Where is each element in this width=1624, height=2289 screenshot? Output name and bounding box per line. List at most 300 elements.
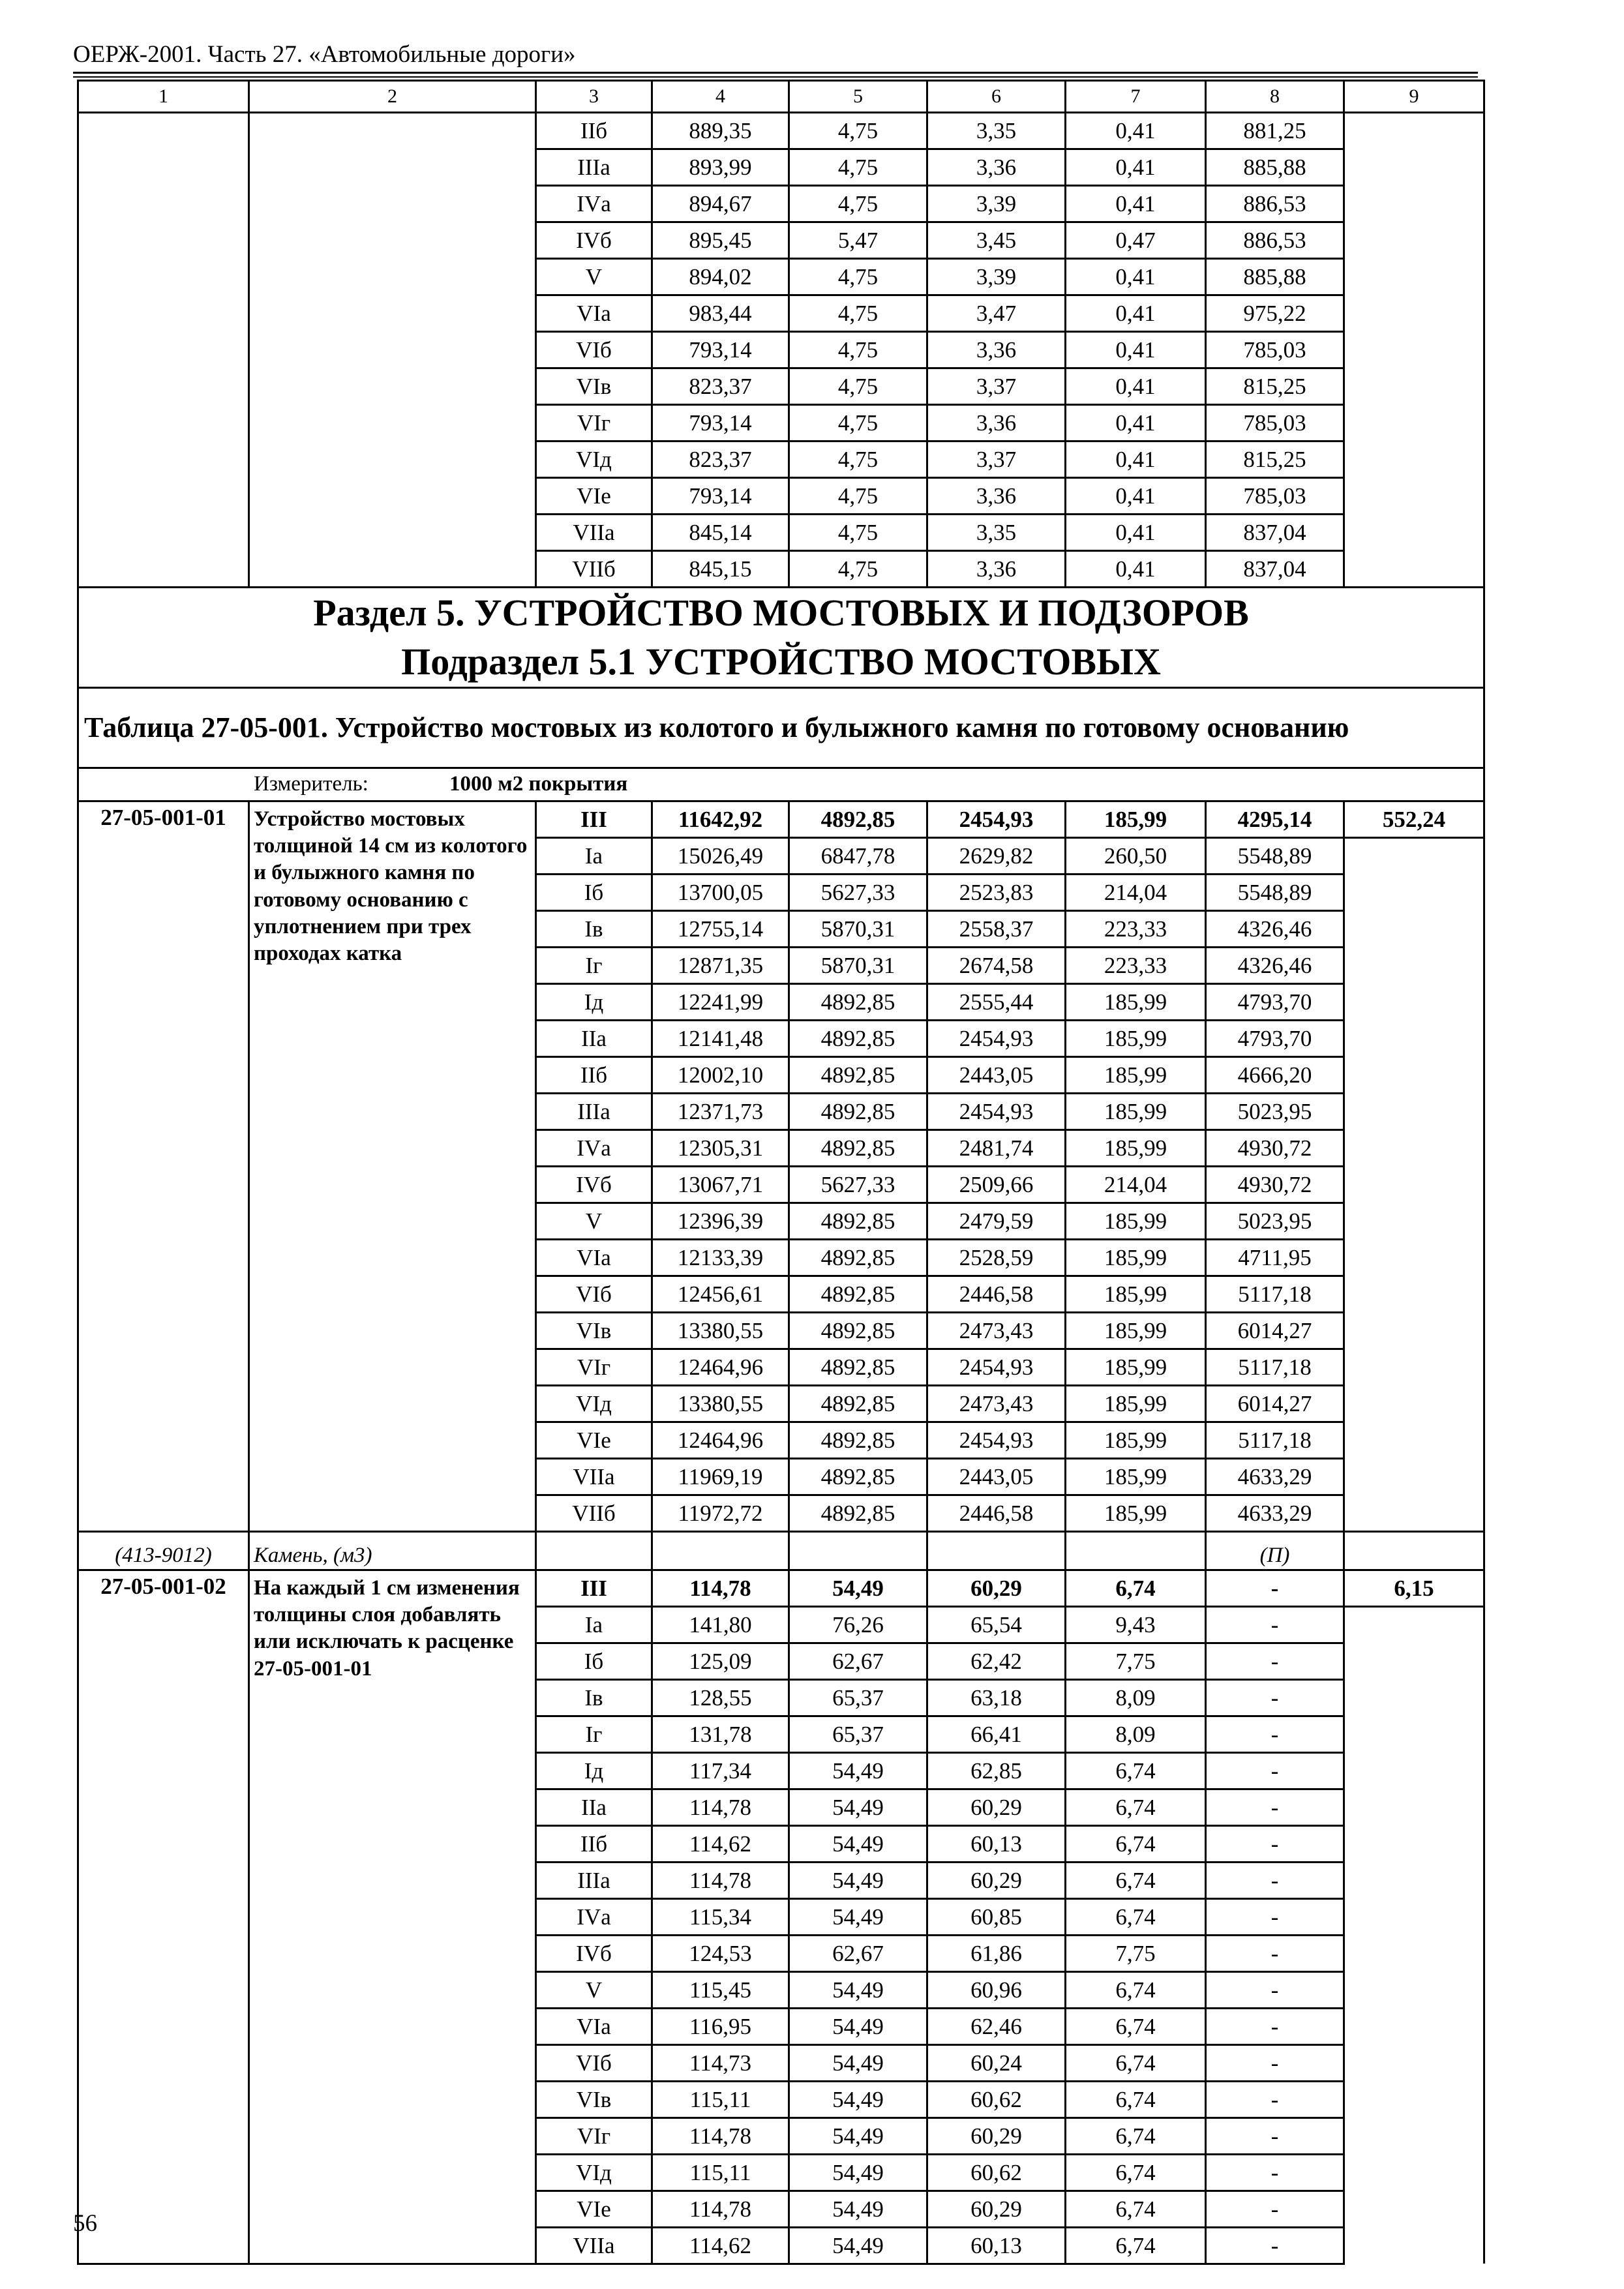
value-cell: 4633,29 — [1206, 1458, 1344, 1495]
zone-cell: VIIа — [536, 2227, 652, 2264]
value-cell: 60,13 — [927, 1825, 1066, 1862]
value-cell: 3,47 — [927, 295, 1066, 332]
value-cell: 6014,27 — [1206, 1312, 1344, 1349]
section-heading-row — [78, 588, 1484, 688]
extra-value: 552,24 — [1344, 801, 1484, 837]
column-number: 9 — [1344, 81, 1484, 113]
value-cell: 3,36 — [927, 551, 1066, 588]
value-cell: 12141,48 — [652, 1020, 789, 1056]
table-title-row — [78, 687, 1484, 768]
value-cell: 4892,85 — [789, 1093, 927, 1130]
value-cell: 128,55 — [652, 1679, 789, 1716]
value-cell: - — [1206, 1606, 1344, 1643]
zone-cell: Iб — [536, 874, 652, 910]
extra-cell-empty — [1344, 1458, 1484, 1495]
value-cell: 4,75 — [789, 295, 927, 332]
value-cell: 76,26 — [789, 1606, 927, 1643]
material-empty-cell — [652, 1531, 789, 1570]
value-cell: 6,74 — [1066, 2191, 1206, 2227]
value-cell: 0,41 — [1066, 441, 1206, 478]
zone-cell: VIIа — [536, 515, 652, 551]
zone-cell: VIд — [536, 2154, 652, 2191]
zone-cell: VIг — [536, 1349, 652, 1385]
extra-cell-empty — [1344, 1825, 1484, 1862]
value-cell: 11969,19 — [652, 1458, 789, 1495]
price-table-body — [78, 81, 1484, 2264]
header-rule — [73, 72, 1478, 74]
extra-cell-empty — [1344, 1422, 1484, 1458]
value-cell: 185,99 — [1066, 1422, 1206, 1458]
value-cell: 3,39 — [927, 259, 1066, 295]
value-cell: 6,74 — [1066, 2044, 1206, 2081]
value-cell: 4892,85 — [789, 1056, 927, 1093]
zone-cell: IIIа — [536, 149, 652, 186]
value-cell: 4892,85 — [789, 1276, 927, 1312]
value-cell: - — [1206, 2191, 1344, 2227]
value-cell: 214,04 — [1066, 874, 1206, 910]
value-cell: 185,99 — [1066, 1312, 1206, 1349]
value-cell: 4326,46 — [1206, 910, 1344, 947]
zone-cell: VIб — [536, 1276, 652, 1312]
value-cell: 4,75 — [789, 186, 927, 222]
section-heading — [78, 588, 1484, 688]
value-cell: 6,74 — [1066, 2117, 1206, 2154]
value-cell: 12464,96 — [652, 1349, 789, 1385]
extra-cell-empty — [1344, 874, 1484, 910]
extra-cell-empty — [1344, 1862, 1484, 1898]
extra-cell-empty — [1344, 1679, 1484, 1716]
value-cell: 785,03 — [1206, 405, 1344, 441]
value-cell: 114,78 — [652, 1862, 789, 1898]
zone-cell: V — [536, 1971, 652, 2008]
material-row — [78, 1531, 1484, 1570]
value-cell: 4,75 — [789, 478, 927, 515]
value-cell: 13067,71 — [652, 1166, 789, 1203]
value-cell: 6,74 — [1066, 1971, 1206, 2008]
value-cell: 2454,93 — [927, 1422, 1066, 1458]
value-cell: 2446,58 — [927, 1495, 1066, 1531]
value-cell: 185,99 — [1066, 1239, 1206, 1276]
value-cell: 3,37 — [927, 368, 1066, 405]
extra-cell-empty — [1344, 2008, 1484, 2044]
column-number: 1 — [78, 81, 249, 113]
value-cell: 0,41 — [1066, 113, 1206, 149]
zone-cell: IIIа — [536, 1862, 652, 1898]
zone-cell: Iг — [536, 947, 652, 983]
value-cell: 886,53 — [1206, 186, 1344, 222]
zone-cell: IIа — [536, 1020, 652, 1056]
extra-cell-empty — [1344, 1349, 1484, 1385]
value-cell: 141,80 — [652, 1606, 789, 1643]
value-cell: 12456,61 — [652, 1276, 789, 1312]
zone-cell: Iд — [536, 983, 652, 1020]
value-cell: 893,99 — [652, 149, 789, 186]
value-cell: 6,74 — [1066, 1898, 1206, 1935]
value-cell: 4892,85 — [789, 983, 927, 1020]
value-cell: 4,75 — [789, 551, 927, 588]
value-cell: 8,09 — [1066, 1679, 1206, 1716]
material-empty-cell — [789, 1531, 927, 1570]
value-cell: 2481,74 — [927, 1130, 1066, 1166]
value-cell: 2473,43 — [927, 1385, 1066, 1422]
value-cell: 2674,58 — [927, 947, 1066, 983]
value-cell: 5627,33 — [789, 874, 927, 910]
value-cell: 60,29 — [927, 1570, 1066, 1606]
value-cell: 61,86 — [927, 1935, 1066, 1971]
value-cell: 62,67 — [789, 1935, 927, 1971]
value-cell: 2555,44 — [927, 983, 1066, 1020]
zone-cell: IIIа — [536, 1093, 652, 1130]
page-number: 56 — [73, 2210, 97, 2237]
value-cell: 54,49 — [789, 2227, 927, 2264]
value-cell: 0,41 — [1066, 332, 1206, 368]
rate-description: На каждый 1 см изменения толщины слоя добавлять или исключать к расценке 27-05-001-01 — [249, 1570, 536, 2264]
column-number: 4 — [652, 81, 789, 113]
value-cell: 6,74 — [1066, 2081, 1206, 2117]
value-cell: 185,99 — [1066, 1056, 1206, 1093]
value-cell: 2479,59 — [927, 1203, 1066, 1239]
extra-cell-empty — [1344, 2117, 1484, 2154]
value-cell: 6,74 — [1066, 2008, 1206, 2044]
value-cell: 13700,05 — [652, 874, 789, 910]
value-cell: 881,25 — [1206, 113, 1344, 149]
rate-description: Устройство мостовых толщиной 14 см из колотого и булыжного камня по готовому основанию с уплотнением при трех проходах катка — [249, 801, 536, 1531]
zone-cell: VIв — [536, 2081, 652, 2117]
value-cell: 185,99 — [1066, 801, 1206, 837]
extra-cell-empty — [1344, 1166, 1484, 1203]
value-cell: 114,78 — [652, 1570, 789, 1606]
extra-cell-empty — [1344, 2044, 1484, 2081]
value-cell: 983,44 — [652, 295, 789, 332]
value-cell: 12241,99 — [652, 983, 789, 1020]
value-cell: - — [1206, 1862, 1344, 1898]
value-cell: 4,75 — [789, 368, 927, 405]
extra-cell-empty — [1344, 1093, 1484, 1130]
value-cell: 4,75 — [789, 259, 927, 295]
value-cell: 5870,31 — [789, 947, 927, 983]
zone-cell: VIIб — [536, 1495, 652, 1531]
value-cell: 5023,95 — [1206, 1203, 1344, 1239]
extra-cell-empty — [1344, 1239, 1484, 1276]
value-cell: 6,74 — [1066, 1570, 1206, 1606]
value-cell: 0,41 — [1066, 478, 1206, 515]
value-cell: 4930,72 — [1206, 1130, 1344, 1166]
zone-cell: IVб — [536, 1935, 652, 1971]
zone-cell: Iв — [536, 910, 652, 947]
value-cell: 60,62 — [927, 2081, 1066, 2117]
material-empty-cell — [536, 1531, 652, 1570]
value-cell: 60,62 — [927, 2154, 1066, 2191]
value-cell: 793,14 — [652, 478, 789, 515]
extra-cell-empty — [1344, 1276, 1484, 1312]
value-cell: 837,04 — [1206, 515, 1344, 551]
value-cell: - — [1206, 2227, 1344, 2264]
value-cell: 2629,82 — [927, 837, 1066, 874]
value-cell: 4892,85 — [789, 1349, 927, 1385]
value-cell: 793,14 — [652, 405, 789, 441]
extra-cell-empty — [1344, 947, 1484, 983]
zone-cell: VIе — [536, 2191, 652, 2227]
value-cell: 114,73 — [652, 2044, 789, 2081]
extra-cell-empty — [1344, 1752, 1484, 1789]
extra-cell-empty — [1344, 2081, 1484, 2117]
zone-cell: V — [536, 259, 652, 295]
value-cell: 54,49 — [789, 2044, 927, 2081]
value-cell: 4892,85 — [789, 801, 927, 837]
value-cell: 4326,46 — [1206, 947, 1344, 983]
extra-cell-empty — [1344, 983, 1484, 1020]
value-cell: 885,88 — [1206, 259, 1344, 295]
zone-cell: VIIа — [536, 1458, 652, 1495]
value-cell: 60,13 — [927, 2227, 1066, 2264]
material-empty-cell — [1066, 1531, 1206, 1570]
value-cell: 185,99 — [1066, 1276, 1206, 1312]
zone-cell: VIе — [536, 1422, 652, 1458]
extra-cell-empty — [1344, 1056, 1484, 1093]
value-cell: 60,96 — [927, 1971, 1066, 2008]
value-cell: 62,42 — [927, 1643, 1066, 1679]
value-cell: 894,67 — [652, 186, 789, 222]
value-cell: 894,02 — [652, 259, 789, 295]
value-cell: 5870,31 — [789, 910, 927, 947]
value-cell: - — [1206, 1825, 1344, 1862]
value-cell: 5548,89 — [1206, 837, 1344, 874]
continuation-row — [78, 113, 1484, 149]
value-cell: 837,04 — [1206, 551, 1344, 588]
value-cell: 114,78 — [652, 2117, 789, 2154]
value-cell: 12396,39 — [652, 1203, 789, 1239]
value-cell: 5023,95 — [1206, 1093, 1344, 1130]
value-cell: 6,74 — [1066, 1752, 1206, 1789]
zone-cell: IIб — [536, 1825, 652, 1862]
value-cell: 785,03 — [1206, 478, 1344, 515]
column-number-row — [78, 81, 1484, 113]
value-cell: 815,25 — [1206, 441, 1344, 478]
value-cell: 54,49 — [789, 1862, 927, 1898]
extra-cell-empty — [1344, 1020, 1484, 1056]
value-cell: 62,67 — [789, 1643, 927, 1679]
rate-row — [78, 1570, 1484, 1606]
value-cell: 12464,96 — [652, 1422, 789, 1458]
zone-cell: VIа — [536, 2008, 652, 2044]
value-cell: 223,33 — [1066, 910, 1206, 947]
value-cell: 3,39 — [927, 186, 1066, 222]
zone-cell: VIг — [536, 2117, 652, 2154]
value-cell: 4,75 — [789, 149, 927, 186]
value-cell: 6,74 — [1066, 1862, 1206, 1898]
zone-cell: VIб — [536, 332, 652, 368]
zone-cell: IVа — [536, 186, 652, 222]
value-cell: - — [1206, 2154, 1344, 2191]
material-name: Камень, (м3) — [249, 1531, 536, 1570]
value-cell: 185,99 — [1066, 1020, 1206, 1056]
value-cell: 15026,49 — [652, 837, 789, 874]
value-cell: 4892,85 — [789, 1239, 927, 1276]
extra-cell-empty — [1344, 1789, 1484, 1825]
value-cell: 2523,83 — [927, 874, 1066, 910]
value-cell: 4,75 — [789, 441, 927, 478]
value-cell: 60,85 — [927, 1898, 1066, 1935]
value-cell: 12871,35 — [652, 947, 789, 983]
value-cell: 0,41 — [1066, 405, 1206, 441]
value-cell: 60,29 — [927, 1862, 1066, 1898]
column-number: 2 — [249, 81, 536, 113]
measure-value: 1000 м2 покрытия — [449, 772, 628, 796]
code-cell-empty — [78, 113, 249, 588]
value-cell: - — [1206, 1789, 1344, 1825]
value-cell: 4,75 — [789, 405, 927, 441]
value-cell: 185,99 — [1066, 1130, 1206, 1166]
value-cell: 2454,93 — [927, 801, 1066, 837]
value-cell: 793,14 — [652, 332, 789, 368]
column-number: 7 — [1066, 81, 1206, 113]
zone-cell: VIг — [536, 405, 652, 441]
zone-cell: VIв — [536, 1312, 652, 1349]
value-cell: 3,35 — [927, 515, 1066, 551]
value-cell: 125,09 — [652, 1643, 789, 1679]
value-cell: 114,62 — [652, 2227, 789, 2264]
value-cell: 65,54 — [927, 1606, 1066, 1643]
value-cell: 4793,70 — [1206, 983, 1344, 1020]
column-number: 3 — [536, 81, 652, 113]
zone-cell: III — [536, 1570, 652, 1606]
value-cell: - — [1206, 1898, 1344, 1935]
value-cell: 12371,73 — [652, 1093, 789, 1130]
value-cell: 4711,95 — [1206, 1239, 1344, 1276]
extra-cell-empty — [1344, 1643, 1484, 1679]
material-mark: (П) — [1206, 1531, 1344, 1570]
value-cell: 214,04 — [1066, 1166, 1206, 1203]
measure-label: Измеритель: — [254, 772, 368, 796]
zone-cell: Iг — [536, 1716, 652, 1752]
value-cell: 2558,37 — [927, 910, 1066, 947]
value-cell: 185,99 — [1066, 1385, 1206, 1422]
value-cell: 0,41 — [1066, 295, 1206, 332]
value-cell: 11972,72 — [652, 1495, 789, 1531]
column-number: 5 — [789, 81, 927, 113]
value-cell: 885,88 — [1206, 149, 1344, 186]
zone-cell: IIа — [536, 1789, 652, 1825]
value-cell: - — [1206, 1752, 1344, 1789]
value-cell: 54,49 — [789, 1752, 927, 1789]
running-header: ОЕРЖ-2001. Часть 27. «Автомобильные дороги» — [73, 41, 576, 68]
value-cell: 785,03 — [1206, 332, 1344, 368]
value-cell: 60,29 — [927, 1789, 1066, 1825]
value-cell: 4892,85 — [789, 1422, 927, 1458]
value-cell: 185,99 — [1066, 1203, 1206, 1239]
value-cell: 114,62 — [652, 1825, 789, 1862]
value-cell: 5627,33 — [789, 1166, 927, 1203]
extra-cell-empty — [1344, 2191, 1484, 2227]
value-cell: - — [1206, 2008, 1344, 2044]
extra-cell-empty — [1344, 1606, 1484, 1643]
value-cell: 2454,93 — [927, 1349, 1066, 1385]
value-cell: 9,43 — [1066, 1606, 1206, 1643]
value-cell: 886,53 — [1206, 222, 1344, 259]
value-cell: 62,46 — [927, 2008, 1066, 2044]
extra-cell-empty — [1344, 1716, 1484, 1752]
value-cell: 5117,18 — [1206, 1422, 1344, 1458]
value-cell: 260,50 — [1066, 837, 1206, 874]
value-cell: 4892,85 — [789, 1495, 927, 1531]
value-cell: - — [1206, 1935, 1344, 1971]
extra-cell-empty — [1344, 1130, 1484, 1166]
value-cell: 4666,20 — [1206, 1056, 1344, 1093]
value-cell: 4892,85 — [789, 1458, 927, 1495]
value-cell: 11642,92 — [652, 801, 789, 837]
value-cell: 823,37 — [652, 368, 789, 405]
value-cell: 66,41 — [927, 1716, 1066, 1752]
extra-cell-empty — [1344, 1898, 1484, 1935]
table-title: Таблица 27-05-001. Устройство мостовых из колотого и булыжного камня по готовому основанию — [78, 687, 1484, 768]
value-cell: 845,14 — [652, 515, 789, 551]
value-cell: 4,75 — [789, 515, 927, 551]
zone-cell: Iд — [536, 1752, 652, 1789]
value-cell: 823,37 — [652, 441, 789, 478]
value-cell: 4892,85 — [789, 1312, 927, 1349]
value-cell: 54,49 — [789, 2117, 927, 2154]
material-code: (413-9012) — [78, 1531, 249, 1570]
value-cell: 115,11 — [652, 2154, 789, 2191]
extra-cell-empty — [1344, 910, 1484, 947]
value-cell: 975,22 — [1206, 295, 1344, 332]
value-cell: 2443,05 — [927, 1458, 1066, 1495]
value-cell: 60,29 — [927, 2191, 1066, 2227]
value-cell: 4,75 — [789, 113, 927, 149]
value-cell: 54,49 — [789, 1898, 927, 1935]
header-rule-secondary — [73, 76, 1478, 78]
value-cell: 4892,85 — [789, 1385, 927, 1422]
value-cell: 3,45 — [927, 222, 1066, 259]
value-cell: 185,99 — [1066, 1093, 1206, 1130]
value-cell: 4892,85 — [789, 1130, 927, 1166]
extra-cell-empty — [1344, 1495, 1484, 1531]
value-cell: 116,95 — [652, 2008, 789, 2044]
extra-cell-empty — [1344, 2154, 1484, 2191]
value-cell: - — [1206, 1971, 1344, 2008]
value-cell: 6014,27 — [1206, 1385, 1344, 1422]
value-cell: 0,41 — [1066, 515, 1206, 551]
value-cell: 62,85 — [927, 1752, 1066, 1789]
value-cell: 6,74 — [1066, 1789, 1206, 1825]
value-cell: 3,37 — [927, 441, 1066, 478]
value-cell: 12002,10 — [652, 1056, 789, 1093]
value-cell: - — [1206, 1679, 1344, 1716]
value-cell: 60,24 — [927, 2044, 1066, 2081]
extra-cell-empty — [1344, 837, 1484, 874]
value-cell: 54,49 — [789, 1789, 927, 1825]
value-cell: 5,47 — [789, 222, 927, 259]
value-cell: 0,41 — [1066, 368, 1206, 405]
value-cell: 54,49 — [789, 2154, 927, 2191]
price-table — [77, 80, 1485, 2265]
value-cell: 4633,29 — [1206, 1495, 1344, 1531]
zone-cell: Iа — [536, 1606, 652, 1643]
value-cell: 185,99 — [1066, 1495, 1206, 1531]
extra-cell-empty — [1344, 2227, 1484, 2264]
description-cell-empty — [249, 113, 536, 588]
extra-cell-empty — [1344, 1935, 1484, 1971]
value-cell: 3,35 — [927, 113, 1066, 149]
value-cell: 12305,31 — [652, 1130, 789, 1166]
measure-row — [78, 768, 1484, 801]
value-cell: - — [1206, 1570, 1344, 1606]
value-cell: 0,41 — [1066, 149, 1206, 186]
extra-value: 6,15 — [1344, 1570, 1484, 1606]
value-cell: 0,41 — [1066, 259, 1206, 295]
zone-cell: Iв — [536, 1679, 652, 1716]
value-cell: 54,49 — [789, 1971, 927, 2008]
